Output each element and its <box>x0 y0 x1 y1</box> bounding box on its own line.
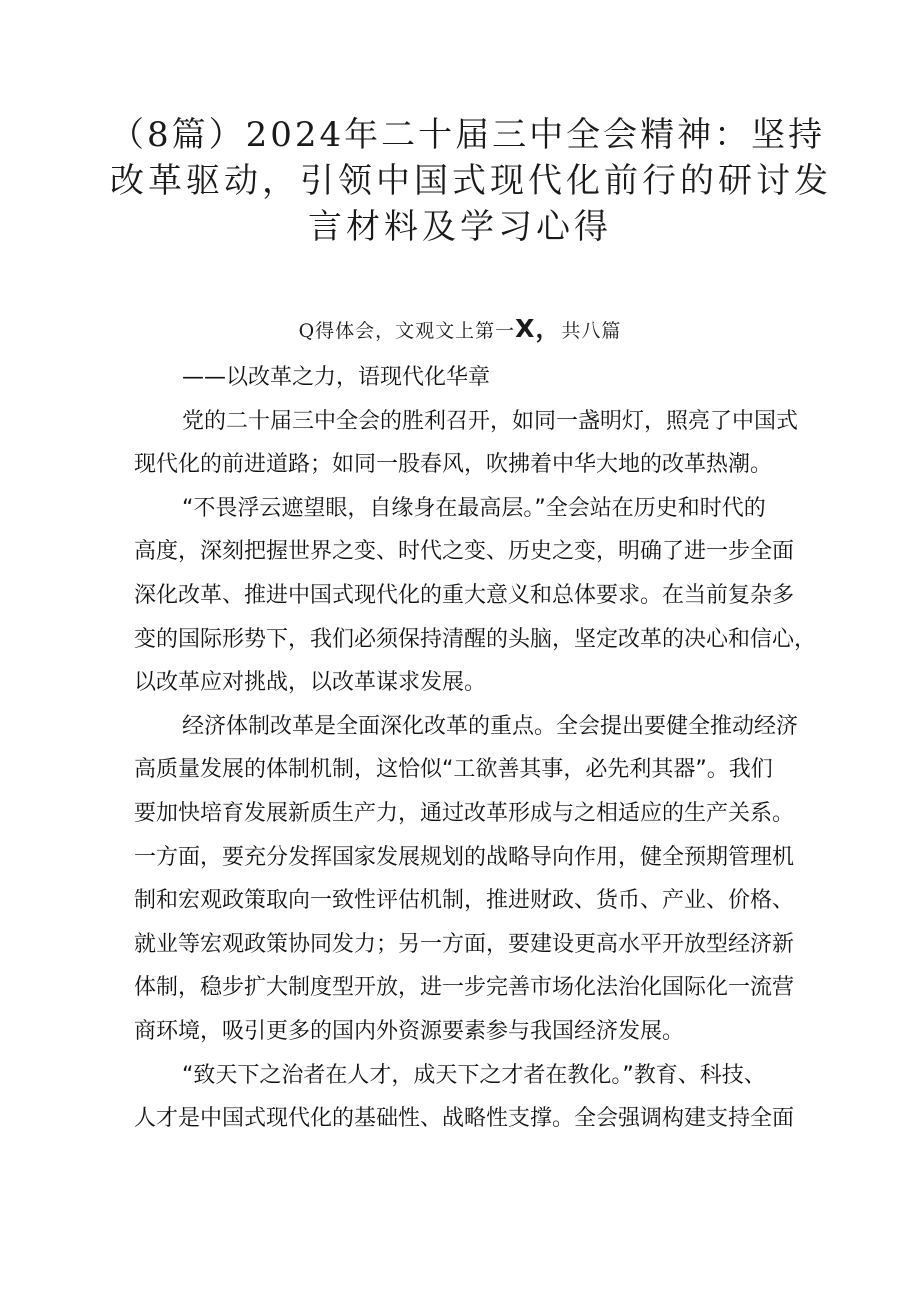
body-line-10: 高质量发展的体制机制，这恰似“工欲善其事，必先利其器”。我们 <box>134 757 773 783</box>
body-line-5: 高度，深刻把握世界之变、时代之变、历史之变，明确了进一步全面 <box>134 539 795 565</box>
body-line-17: “致天下之治者在人才，成天下之才者在教化。”教育、科技、 <box>182 1062 766 1088</box>
title-line-3: 言材料及学习心得 <box>308 207 612 247</box>
subtitle-text-start: Q得体会，文观文上第一 <box>298 320 516 342</box>
body-line-6: 深化改革、推进中国式现代化的重大意义和总体要求。在当前复杂多 <box>134 582 795 608</box>
body-line-3: 现代化的前进道路；如同一股春风，吹拂着中华大地的改革热潮。 <box>134 452 773 478</box>
body-line-18: 人才是中国式现代化的基础性、战略性支撑。全会强调构建支持全面 <box>134 1106 795 1132</box>
body-line-4: “不畏浮云遮望眼，自缘身在最高层。”全会站在历史和时代的 <box>182 495 766 521</box>
subtitle-text-end: 共八篇 <box>561 320 622 342</box>
document-subtitle <box>200 316 720 344</box>
body-line-8: 以改革应对挑战，以改革谋求发展。 <box>134 670 487 696</box>
title-line-1: （8篇）2024年二十届三中全会精神：坚持 <box>110 115 826 155</box>
body-line-7: 变的国际形势下，我们必须保持清醒的头脑，坚定改革的决心和信心， <box>134 626 817 652</box>
body-line-9: 经济体制改革是全面深化改革的重点。全会提出要健全推动经济 <box>182 713 799 739</box>
subtitle-text-bold: X， <box>515 314 562 343</box>
body-line-12: 一方面，要充分发挥国家发展规划的战略导向作用，健全预期管理机 <box>134 844 795 870</box>
body-line-2: 党的二十届三中全会的胜利召开，如同一盏明灯，照亮了中国式 <box>182 408 799 434</box>
body-line-1: ——以改革之力，语现代化华章 <box>182 365 491 390</box>
body-line-16: 商环境，吸引更多的国内外资源要素参与我国经济发展。 <box>134 1018 685 1044</box>
body-line-15: 体制，稳步扩大制度型开放，进一步完善市场化法治化国际化一流营 <box>134 975 795 1001</box>
body-line-13: 制和宏观政策取向一致性评估机制，推进财政、货币、产业、价格、 <box>134 888 795 914</box>
document-title <box>110 112 832 250</box>
body-line-14: 就业等宏观政策协同发力；另一方面，要建设更高水平开放型经济新 <box>134 931 795 957</box>
title-line-2: 改革驱动，引领中国式现代化前行的研讨发 <box>110 161 832 201</box>
document-body <box>134 356 817 1141</box>
body-line-11: 要加快培育发展新质生产力，通过改革形成与之相适应的生产关系。 <box>134 800 795 826</box>
